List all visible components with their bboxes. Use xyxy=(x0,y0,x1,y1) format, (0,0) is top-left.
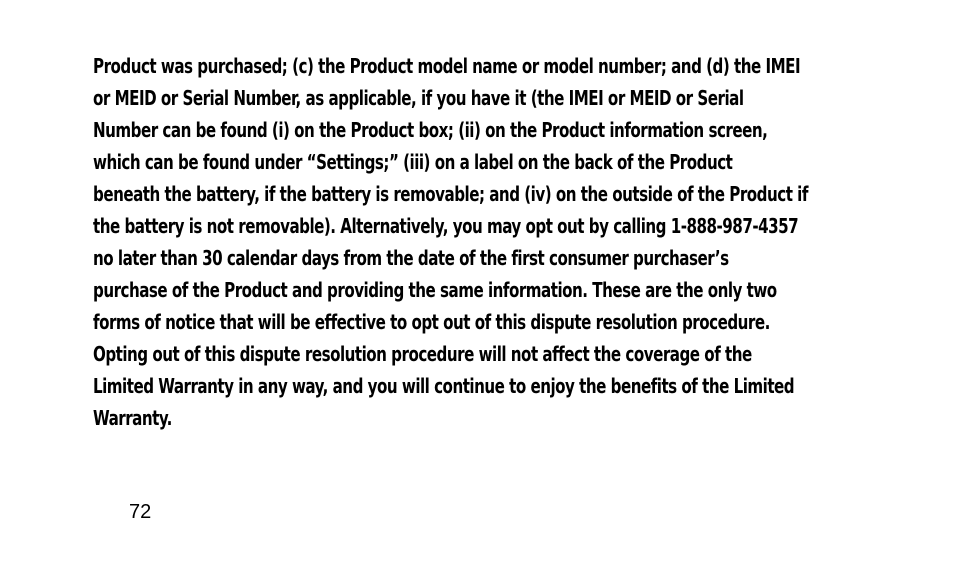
text-line: Number can be found (i) on the Product box; (ii) on the Product information screen, xyxy=(93,118,768,142)
text-line: purchase of the Product and providing the same information. These are the only two xyxy=(93,278,777,302)
text-line: the battery is not removable). Alternatively, you may opt out by calling 1-888-987-4357 xyxy=(93,214,799,238)
text-line: no later than 30 calendar days from the date of the first consumer purchaser’s xyxy=(93,246,729,270)
text-line: forms of notice that will be effective to opt out of this dispute resolution procedure. xyxy=(93,310,770,334)
page-number: 72 xyxy=(129,501,152,523)
body-paragraph xyxy=(93,50,808,434)
text-line: beneath the battery, if the battery is removable; and (iv) on the outside of the Product if xyxy=(93,182,808,206)
text-line: Warranty. xyxy=(93,406,172,430)
text-line: Opting out of this dispute resolution procedure will not affect the coverage of the xyxy=(93,342,752,366)
text-line: Product was purchased; (c) the Product model name or model number; and (d) the IMEI xyxy=(93,54,801,78)
text-line: Limited Warranty in any way, and you will continue to enjoy the benefits of the Limited xyxy=(93,374,795,398)
text-line: which can be found under “Settings;” (iii) on a label on the back of the Product xyxy=(93,150,733,174)
text-line: or MEID or Serial Number, as applicable, if you have it (the IMEI or MEID or Serial xyxy=(93,86,744,110)
